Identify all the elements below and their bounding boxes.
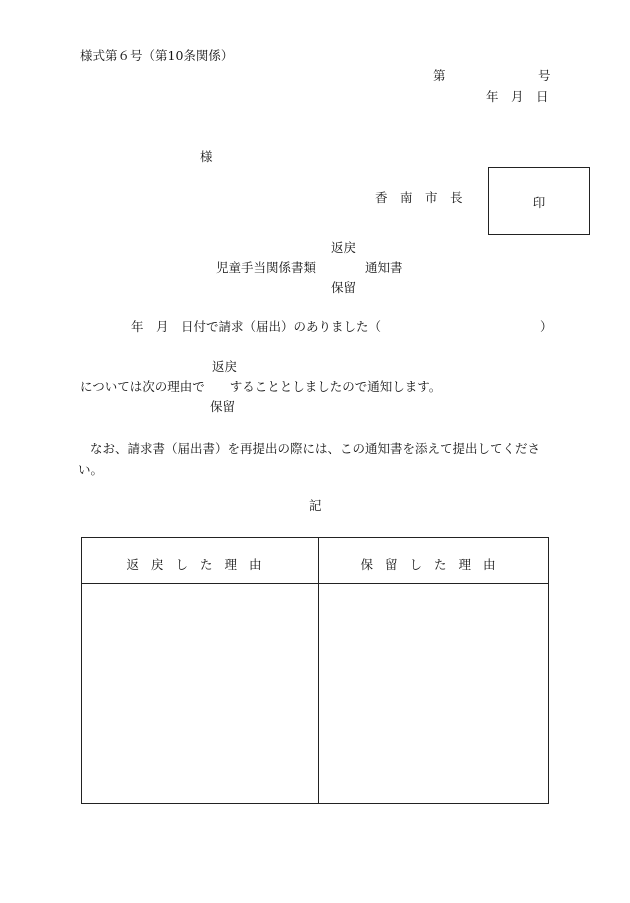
doc-number-prefix: 第 xyxy=(433,68,446,83)
column-header-hold-reason: 保留した理由 xyxy=(360,557,508,572)
issue-date: 年 月 日 xyxy=(486,89,549,104)
note-text: なお、請求書（届出書）を再提出の際には、この通知書を添えて提出してください。 xyxy=(78,441,541,477)
seal-box xyxy=(488,167,590,235)
title-main: 児童手当関係書類 xyxy=(216,260,317,275)
note-paragraph xyxy=(78,438,554,480)
body-option-hold: 保留 xyxy=(210,399,236,414)
body-line1: 年 月 日付で請求（届出）のありました（ xyxy=(131,319,382,334)
title-suffix: 通知書 xyxy=(365,260,403,275)
seal-label: 印 xyxy=(532,195,546,210)
reason-table xyxy=(81,537,549,804)
hold-reason-cell xyxy=(319,584,548,803)
body-option-return: 返戻 xyxy=(212,359,238,374)
title-option-return: 返戻 xyxy=(331,240,357,255)
addressee-honorific: 様 xyxy=(200,149,213,164)
body-line2: については次の理由で することとしましたので通知します。 xyxy=(80,379,442,394)
doc-number-suffix: 号 xyxy=(538,68,551,83)
return-reason-cell xyxy=(82,584,318,803)
column-header-return-reason: 返戻した理由 xyxy=(126,557,274,572)
body-line1-close: ） xyxy=(540,319,553,334)
sender-name: 香 南 市 長 xyxy=(375,190,463,205)
ki-label: 記 xyxy=(309,498,322,513)
title-option-hold: 保留 xyxy=(331,280,357,295)
form-number: 様式第６号（第10条関係） xyxy=(80,48,234,63)
